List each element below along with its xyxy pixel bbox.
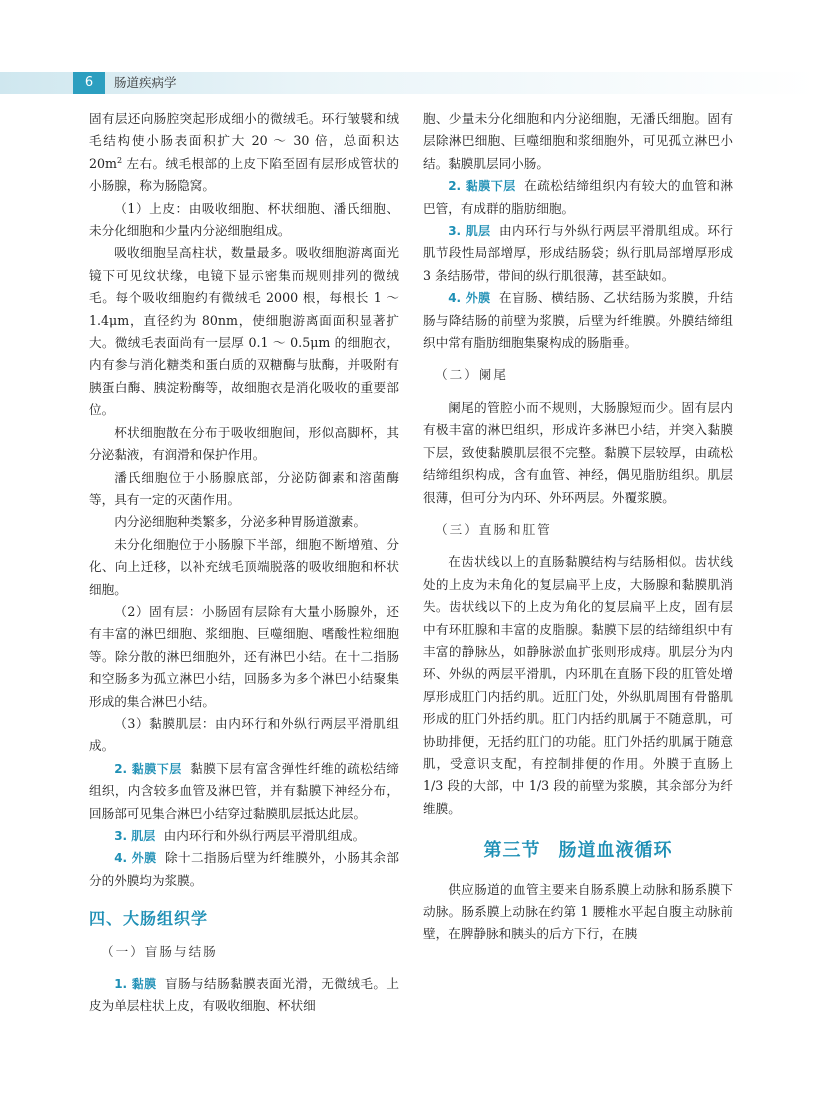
left-column xyxy=(89,108,399,1018)
paragraph: （3）黏膜肌层：由内环行和外纵行两层平滑肌组成。 xyxy=(89,715,399,754)
paragraph: （2）固有层：小肠固有层除有大量小肠腺外，还有丰富的淋巴细胞、浆细胞、巨噬细胞、嗜酸性粒细胞等。除分散的淋巴细胞外，还有淋巴小结。在十二指肠和空肠多为孤立淋巴小结，回肠多为多个淋巴小结聚集形成的集合淋巴小结。 xyxy=(89,603,399,709)
paragraph: 2. 黏膜下层 在疏松结缔组织内有较大的血管和淋巴管，有成群的脂肪细胞。 xyxy=(423,178,733,216)
paragraph: 未分化细胞位于小肠腺下半部，细胞不断增殖、分化、向上迁移，以补充绒毛顶端脱落的吸收细胞和杯状细胞。 xyxy=(89,536,399,597)
subsection-heading: （三）直肠和肛管 xyxy=(435,521,552,537)
term-label: 3. 肌层 xyxy=(114,829,156,843)
paragraph: 胞、少量未分化细胞和内分泌细胞，无潘氏细胞。固有层除淋巴细胞、巨噬细胞和浆细胞外，可见孤立淋巴小结。黏膜肌层同小肠。 xyxy=(423,111,733,171)
paragraph: 1. 黏膜 盲肠与结肠黏膜表面光滑，无微绒毛。上皮为单层柱状上皮，有吸收细胞、杯状细 xyxy=(89,976,400,1014)
paragraph: 潘氏细胞位于小肠腺底部，分泌防御素和溶菌酶等，具有一定的灭菌作用。 xyxy=(89,469,399,507)
term-label: 4. 外膜 xyxy=(114,851,157,866)
paragraph: 在齿状线以上的直肠黏膜结构与结肠相似。齿状线处的上皮为未角化的复层扁平上皮，大肠腺和黏膜肌消失。齿状线以下的上皮为角化的复层扁平上皮，固有层中有环肛腺和丰富的皮脂腺。黏膜下层的结缔组织中有丰富的静脉丛，如静脉淤血扩张则形成痔。肌层分为内环、外纵的两层平滑肌，内环肌在直肠下段的肛管处增厚形成肛门内括约肌。近肛门处，外纵肌周围有骨骼肌形成的肛门外括约肌。肛门内括约肌属于不随意肌，可协助排便，无括约肛门的功能。肛门外括约肌属于随意肌，受意识支配，有控制排便的作用。外膜于直肠上 1/3 段的大部，中 1/3 段的前壁为浆膜，其余部分为纤维膜。 xyxy=(423,554,733,816)
running-title: 肠道疾病学 xyxy=(114,75,177,90)
paragraph: 4. 外膜 在盲肠、横结肠、乙状结肠为浆膜，升结肠与降结肠的前壁为浆膜，后壁为纤维膜。外膜结缔组织中常有脂肪细胞集聚构成的肠脂垂。 xyxy=(423,290,734,351)
term-label: 2. 黏膜下层 xyxy=(448,179,516,194)
term-label: 1. 黏膜 xyxy=(114,977,157,992)
paragraph: 固有层还向肠腔突起形成细小的微绒毛。环行皱襞和绒毛结构使小肠表面积扩大 20 ～ 30 倍，总面积达 $20m^2$ 左右。绒毛根部的上皮下陷至固有层形成管状的小肠腺，称为肠隐窝。 xyxy=(89,111,399,194)
term-label: 3. 肌层 xyxy=(448,224,491,239)
right-column xyxy=(423,108,733,946)
paragraph: 供应肠道的血管主要来自肠系膜上动脉和肠系膜下动脉。肠系膜上动脉在约第 1 腰椎水平起自腹主动脉前壁，在脾静脉和胰头的后方下行，在胰 xyxy=(423,881,733,942)
paragraph: 2. 黏膜下层 黏膜下层有富含弹性纤维的疏松结缔组织，内含较多血管及淋巴管，并有黏膜下神经分布，回肠部可见集合淋巴小结穿过黏膜肌层抵达此层。 xyxy=(89,760,399,821)
paragraph: 内分泌细胞种类繁多，分泌多种胃肠道激素。 xyxy=(114,514,367,530)
paragraph: 杯状细胞散在分布于吸收细胞间，形似高脚杯，其分泌黏液，有润滑和保护作用。 xyxy=(89,424,399,463)
paragraph: 阑尾的管腔小而不规则，大肠腺短而少。固有层内有极丰富的淋巴组织，形成许多淋巴小结，并突入黏膜下层，致使黏膜肌层很不完整。黏膜下层较厚，由疏松结缔组织构成，含有血管、神经，偶见脂肪组织。肌层很薄，但可分为内环、外环两层。外覆浆膜。 xyxy=(423,399,733,505)
paragraph: 3. 肌层 由内环行和外纵行两层平滑肌组成。 xyxy=(114,828,366,843)
term-label: 4. 外膜 xyxy=(448,291,491,306)
term-label: 2. 黏膜下层 xyxy=(114,761,182,776)
subsection-heading: （二）阑尾 xyxy=(435,367,508,383)
page-number: 6 xyxy=(73,72,105,94)
paragraph: 3. 肌层 由内环行与外纵行两层平滑肌组成。环行肌节段性局部增厚，形成结肠袋；纵行肌局部增厚形成 3 条结肠带，带间的纵行肌很薄，甚至缺如。 xyxy=(423,223,734,283)
paragraph: （1）上皮：由吸收细胞、杯状细胞、潘氏细胞、未分化细胞和少量内分泌细胞组成。 xyxy=(89,200,399,239)
subsection-heading: （一）盲肠与结肠 xyxy=(101,943,218,959)
section-heading: 四、大肠组织学 xyxy=(89,909,209,929)
paragraph: 4. 外膜 除十二指肠后壁为纤维膜外，小肠其余部分的外膜均为浆膜。 xyxy=(89,850,400,888)
paragraph: 吸收细胞呈高柱状，数量最多。吸收细胞游离面光镜下可见纹状缘，电镜下显示密集而规则排列的微绒毛。每个吸收细胞约有微绒毛 2000 根，每根长 1 ～ 1.4μm，直径约为 80nm，使细胞游离面面积显著扩大。微绒毛表面尚有一层厚 0.1 ～ 0.5μm 的细胞衣，内有参与消化糖类和蛋白质的双糖酶与肽酶，并吸附有胰蛋白酶、胰淀粉酶等，故细胞衣是消化吸收的重要部位。 xyxy=(89,245,399,418)
chapter-section-heading: 第三节 肠道血液循环 xyxy=(483,840,673,862)
